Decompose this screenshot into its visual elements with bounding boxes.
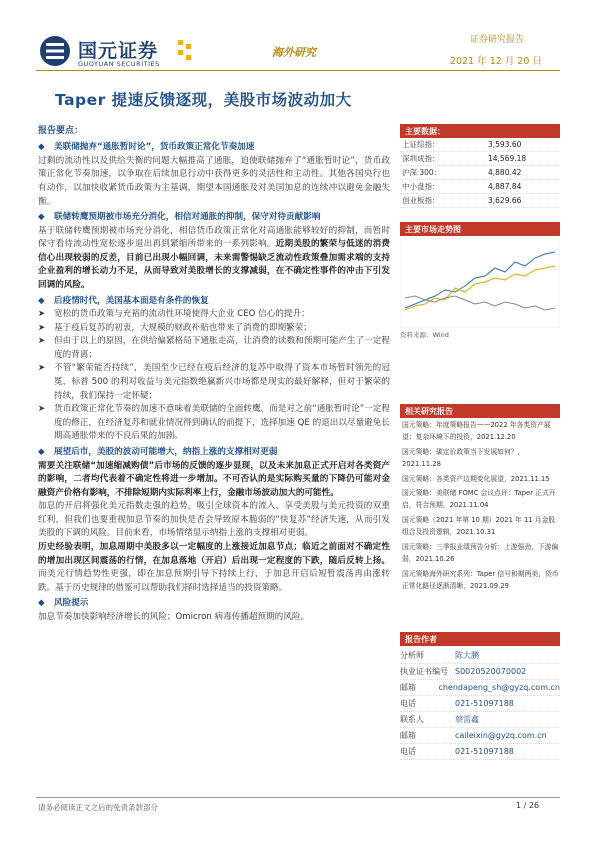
summary-label: 报告要点： xyxy=(38,126,84,136)
market-stat-row: 创业板指： 3,629.66 xyxy=(400,194,560,208)
author-row: 邮箱 chendapeng_sh@gyzq.com.cn xyxy=(400,680,560,696)
arrow-bullet-icon: ➤ xyxy=(38,322,46,333)
header-divider xyxy=(36,70,560,71)
related-item[interactable]: 国元策略：年度策略报告——2022 年各类资产展望：复杂环境下的投资，2021.12.20 xyxy=(402,421,551,441)
risk-body: 加息节奏加快影响经济增长的风险；Omicron 病毒传播超预期的风险。 xyxy=(38,611,310,622)
arrow-bullet-icon: ➤ xyxy=(38,336,46,347)
arrow-bullet-icon: ➤ xyxy=(38,309,46,320)
related-item[interactable]: 国元策略（2021 年第 10 期）2021 年 11 月金股组合及投资逻辑，2021.10.31 xyxy=(402,516,556,537)
market-stat-row: 沪深 300： 4,880.42 xyxy=(400,166,560,180)
risk-title: ◆ 风险提示 xyxy=(38,597,390,611)
sub-point: ➤ 宽松的货币政策与充裕的流动性环境使得大企业 CEO 信心的提升； xyxy=(38,308,390,322)
related-header: 相关研究报告 xyxy=(400,404,560,418)
related-item[interactable]: 国元策略：各类资产边期变化展望，2021.11.15 xyxy=(402,474,550,483)
logo-dots-icon xyxy=(176,38,196,64)
report-date: 2021 年 12 月 20 日 xyxy=(450,56,542,67)
market-data-panel xyxy=(400,124,560,208)
chart-source: 资料来源：Wind xyxy=(400,331,449,339)
logo-mark-icon xyxy=(38,34,72,68)
logo-name-cn: 国元证券 xyxy=(78,40,159,62)
related-list xyxy=(402,420,560,596)
point-body: 过剩的流动性以及供给失衡的问题大幅推高了通胀，迫使联储抛弃了“通胀暂时论”，货币政策正常化节奏加速，以争取在后续加息行动中获得更多的灵活性和主动性。其他各国央行也有动作，以加快收紧货币政策为主基调，期望本国通胀及对美国加息的连续冲以避免金融失衡。 xyxy=(38,155,390,207)
author-row: 邮箱 caileixin@gyzq.com.cn xyxy=(400,728,560,744)
summary-column xyxy=(38,124,390,624)
diamond-bullet-icon: ◆ xyxy=(38,598,45,609)
sub-point: ➤ 基于疫后复苏的初衷，大规模的财政补贴也带来了消费的即期繁荣； xyxy=(38,322,390,336)
chart-header: 主要市场走势图 xyxy=(400,222,560,236)
page-title: Taper 提速反馈逐现，美股市场波动加大 xyxy=(55,91,352,109)
arrow-bullet-icon: ➤ xyxy=(38,363,46,374)
author-row: 电话 021-51097188 xyxy=(400,744,560,760)
market-data-header: 主要数据： xyxy=(400,124,560,138)
author-panel xyxy=(400,648,560,760)
diamond-bullet-icon: ◆ xyxy=(38,212,45,223)
diamond-bullet-icon: ◆ xyxy=(38,446,45,457)
point-body: 加息的开启将强化美元指数走强的趋势，吸引全球资本的流入，享受美股与美元投资的双重红利，但我们也要重视加息节奏的加快是否会导致原本脆弱的“快复苏”经济失速，从而引发美股的下调的风险。目前来看，市场情绪显示纳指上涨的支撑相对更弱。 xyxy=(38,501,390,539)
sub-point: ➤ 货币政策正常化节奏的加速不意味着美联储的全面转鹰，而是对之前“通胀暂时论”一定程度的修正，在经济复苏和就业情况得到确认的前提下，选择加速 QE 的退出以尽量避免长期高通胀带来的不良后果的加剧。 xyxy=(38,404,390,442)
point-title: ◆ 美联储抛弃“通胀暂时论”，货币政策正常化节奏加速 xyxy=(38,141,390,155)
arrow-bullet-icon: ➤ xyxy=(38,404,46,415)
sub-point: ➤ 不管“繁荣能否持续”，美国至少已经在疫后经济的复苏中取得了资本市场暂时领先的冠冕，标普 500 的利对收益与美元指数绝赢新兴市场都是现实的最好解释，但对于繁荣的持续，我们保持一定怀疑； xyxy=(38,363,390,401)
sub-point: ➤ 但由于以上的原因，在供给偏紧格局下通胀走高，让消费的读数和预期可能产生了一定程度的背离； xyxy=(38,336,390,360)
page-number: 1 / 26 xyxy=(516,801,540,810)
market-stat-row: 上证综指： 3,593.60 xyxy=(400,138,560,152)
diamond-bullet-icon: ◆ xyxy=(38,142,45,153)
point-title: ◆ 联储转鹰预期被市场充分消化，相信对通胀的抑制，保守对待贡献影响 xyxy=(38,211,390,225)
logo-name-en: GUOYUAN SECURITIES xyxy=(78,60,160,68)
author-row: 分析师 陈大鹏 xyxy=(400,648,560,664)
point-body: 历史经验表明，加息周期中美股多以一定幅度的上涨接近加息节点；临近之前面对不确定性的增加出现区间震荡的行情，在加息落地（开启）后出现一定程度的下跌，随后反转上扬。而美元行情趋势性更强，即在加息预期引导下持续上行，于加息开启后短暂震荡再由涨转跌。基于历史规律的借鉴可以帮助我们择时选择适当的投资策略。 xyxy=(38,541,390,593)
footer-disclaimer: 请务必阅读正文之后的免责条款部分 xyxy=(38,803,158,812)
author-header: 报告作者 xyxy=(400,632,560,646)
brand-logo xyxy=(38,34,198,74)
footer-divider xyxy=(36,797,560,798)
related-item[interactable]: 国元策略：三季报业绩预告分析：上游强劲，下游偏弱，2021.10.26 xyxy=(402,543,559,563)
related-item[interactable]: 国元策略：碳定价政策当下发展如何？，2021.11.28 xyxy=(402,447,525,468)
market-stat-row: 中小盘指： 4,887.84 xyxy=(400,180,560,194)
market-trend-plot xyxy=(400,238,560,328)
market-trend-chart xyxy=(400,238,560,328)
author-row: 联系人 蔡雷鑫 xyxy=(400,712,560,728)
point-title: ◆ 后疫情时代，美国基本面是有条件的恢复 xyxy=(38,295,390,309)
related-item[interactable]: 国元策略：美联储 FOMC 会议点评：Taper 正式开启，符合预期，2021.11.04 xyxy=(402,489,556,510)
author-row: 电话 021-51097188 xyxy=(400,696,560,712)
point-body-bold: 需要关注联储“加速缩减购债”后市场的反馈的逐步显现，以及未来加息正式开启对各类资产的影响，二者均代表着不确定性将进一步增加。不可否认的是实际购买量的下降仍可能对金融资产价格有影响，不排除短期内实际利率上行，金融市场波动加大的可能性。 xyxy=(38,460,390,498)
section-tag: 海外研究 xyxy=(272,46,316,59)
point-title: ◆ 展望后市，美股的波动可能增大，纳指上涨的支撑相对更弱 xyxy=(38,446,390,460)
diamond-bullet-icon: ◆ xyxy=(38,295,45,306)
related-item[interactable]: 国元策略海外研究系列：Taper 信号和期两美，货币正常化路径逐渐清晰，2021.09.29 xyxy=(402,569,559,590)
report-type: 证券研究报告 xyxy=(470,35,525,45)
point-body: 基于联储转鹰预期被市场充分消化，相信货币政策正常化对高通胀能够较好的抑制，而暂时保守看待流动性宽松逐步退出再到紧缩所带来的一系列影响。近期美股的繁荣与低迷的消费信心出现较弱的反差，目前已出现小幅回调，未来需警惕缺乏流动性政策叠加需求端的支持企业盈利的增长动力不足，从而导致对美股增长的支撑减弱，在不确定性事件的冲击下引发回调的风险。 xyxy=(38,225,390,290)
market-stat-row: 深圳成指： 14,569.18 xyxy=(400,152,560,166)
author-row: 执业证书编号 S0020520070002 xyxy=(400,664,560,680)
